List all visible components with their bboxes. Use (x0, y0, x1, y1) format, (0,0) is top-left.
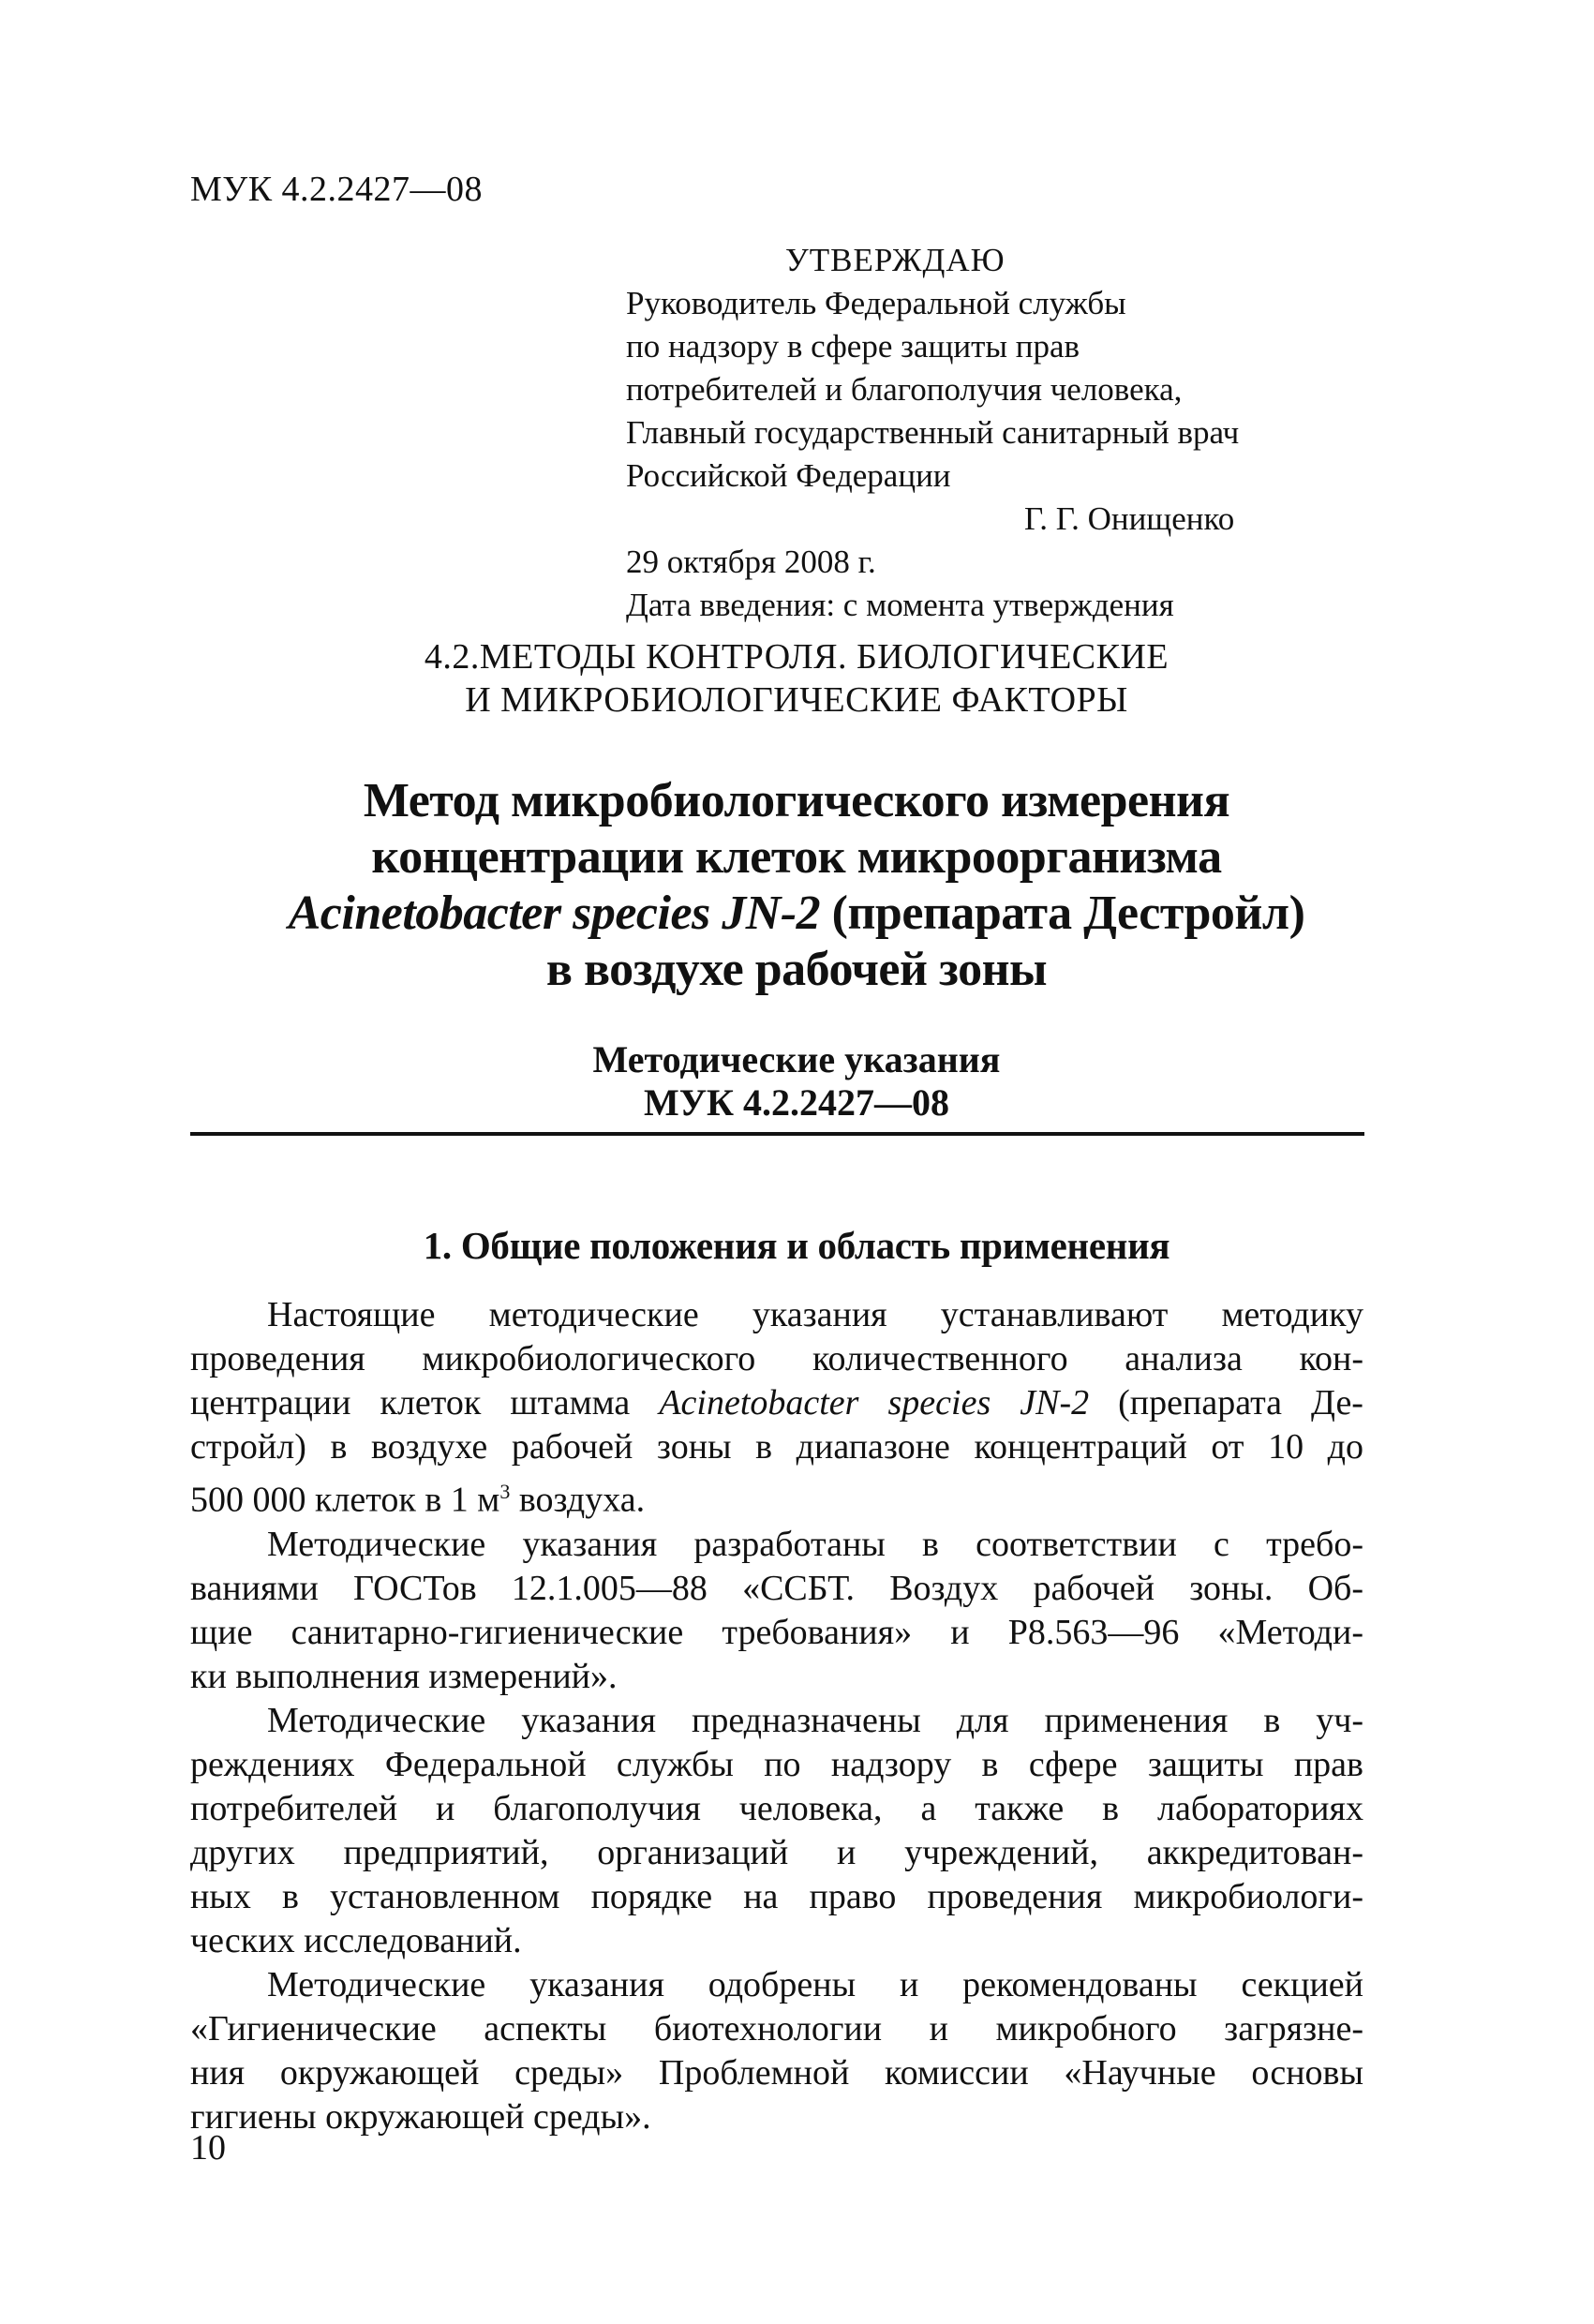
approval-line: Руководитель Федеральной службы (626, 285, 1126, 321)
approval-line: потребителей и благополучия человека, (626, 371, 1183, 408)
title-species-name: Acinetobacter species JN-2 (288, 886, 821, 940)
paragraph-line: стройл) в воздухе рабочей зоны в диапазоне концентраций от 10 до (190, 1427, 1363, 1467)
document-code: МУК 4.2.2427—08 (190, 170, 484, 209)
paragraph-line: потребителей и благополучия человека, а также в лабораториях (190, 1788, 1363, 1828)
paragraph-line: ческих исследований. (190, 1920, 522, 1960)
approval-signer: Г. Г. Онищенко (1024, 500, 1235, 537)
text-run: центрации клеток штамма (190, 1383, 660, 1423)
paragraph-line (190, 1469, 1363, 1523)
title-line: Метод микробиологического измерения (363, 774, 1230, 827)
paragraph-line: «Гигиенические аспекты биотехнологии и микробного загрязне- (190, 2008, 1363, 2048)
horizontal-rule (190, 1132, 1364, 1136)
section-title: 1. Общие положения и область применения (423, 1224, 1170, 1267)
paragraph (190, 1699, 1363, 1963)
title-line (187, 886, 1406, 942)
paragraph (190, 1523, 1363, 1699)
paragraph-line: ки выполнения измерений». (190, 1656, 618, 1696)
paragraph (190, 1293, 1363, 1523)
paragraph-line: щие санитарно-гигиенические требования» и Р8.563—96 «Методи- (190, 1612, 1363, 1652)
species-name: Acinetobacter species JN-2 (659, 1383, 1090, 1423)
title-line: концентрации клеток микроорганизма (371, 830, 1222, 884)
subtitle-type: Методические указания (592, 1038, 1001, 1080)
title-line: в воздухе рабочей зоны (545, 943, 1048, 996)
approval-effective-date: Дата введения: с момента утверждения (626, 587, 1174, 623)
subtitle-code: МУК 4.2.2427—08 (643, 1081, 950, 1124)
approval-block (626, 239, 1338, 627)
superscript: 3 (499, 1480, 511, 1503)
paragraph-line: Методические указания одобрены и рекомендованы секцией (267, 1964, 1363, 2004)
approval-line: по надзору в сфере защиты прав (626, 328, 1080, 365)
approval-line: Российской Федерации (626, 457, 951, 494)
paragraph-line: других предприятий, организаций и учреждений, аккредитован- (190, 1832, 1363, 1872)
paragraph-line: Настоящие методические указания устанавливают методику (267, 1295, 1363, 1334)
paragraph (190, 1963, 1363, 2139)
approval-heading: УТВЕРЖДАЮ (785, 242, 1006, 278)
paragraph-line (190, 1381, 1363, 1425)
section-header (187, 635, 1406, 722)
text-run: воздуха. (510, 1480, 646, 1520)
paragraph-line: Методические указания предназначены для применения в уч- (267, 1700, 1363, 1740)
document-title (187, 773, 1406, 998)
paragraph-line: ваниями ГОСТов 12.1.005—88 «ССБТ. Воздух рабочей зоны. Об- (190, 1568, 1363, 1608)
approval-line: Главный государственный санитарный врач (626, 414, 1240, 451)
approval-date: 29 октября 2008 г. (626, 544, 876, 580)
paragraph-line: реждениях Федеральной службы по надзору в сфере защиты прав (190, 1744, 1363, 1784)
paragraph-line: ных в установленном порядке на право проведения микробиологи- (190, 1876, 1363, 1916)
text-run: (препарата Де- (1089, 1383, 1363, 1423)
title-preparation: (препарата Дестройл) (820, 886, 1305, 940)
paragraph-line: Методические указания разработаны в соответствии с требо- (267, 1524, 1363, 1564)
section-body (190, 1293, 1363, 2139)
paragraph-line: проведения микробиологического количественного анализа кон- (190, 1339, 1363, 1378)
page-number: 10 (190, 2128, 226, 2168)
section-header-line: И МИКРОБИОЛОГИЧЕСКИЕ ФАКТОРЫ (465, 680, 1128, 720)
paragraph-line: ния окружающей среды» Проблемной комиссии «Научные основы (190, 2052, 1363, 2093)
paragraph-line: гигиены окружающей среды». (190, 2096, 651, 2137)
section-header-line: 4.2.МЕТОДЫ КОНТРОЛЯ. БИОЛОГИЧЕСКИЕ (424, 637, 1169, 677)
text-run: 500 000 клеток в 1 м (190, 1480, 500, 1520)
document-subtitle (187, 1038, 1406, 1125)
